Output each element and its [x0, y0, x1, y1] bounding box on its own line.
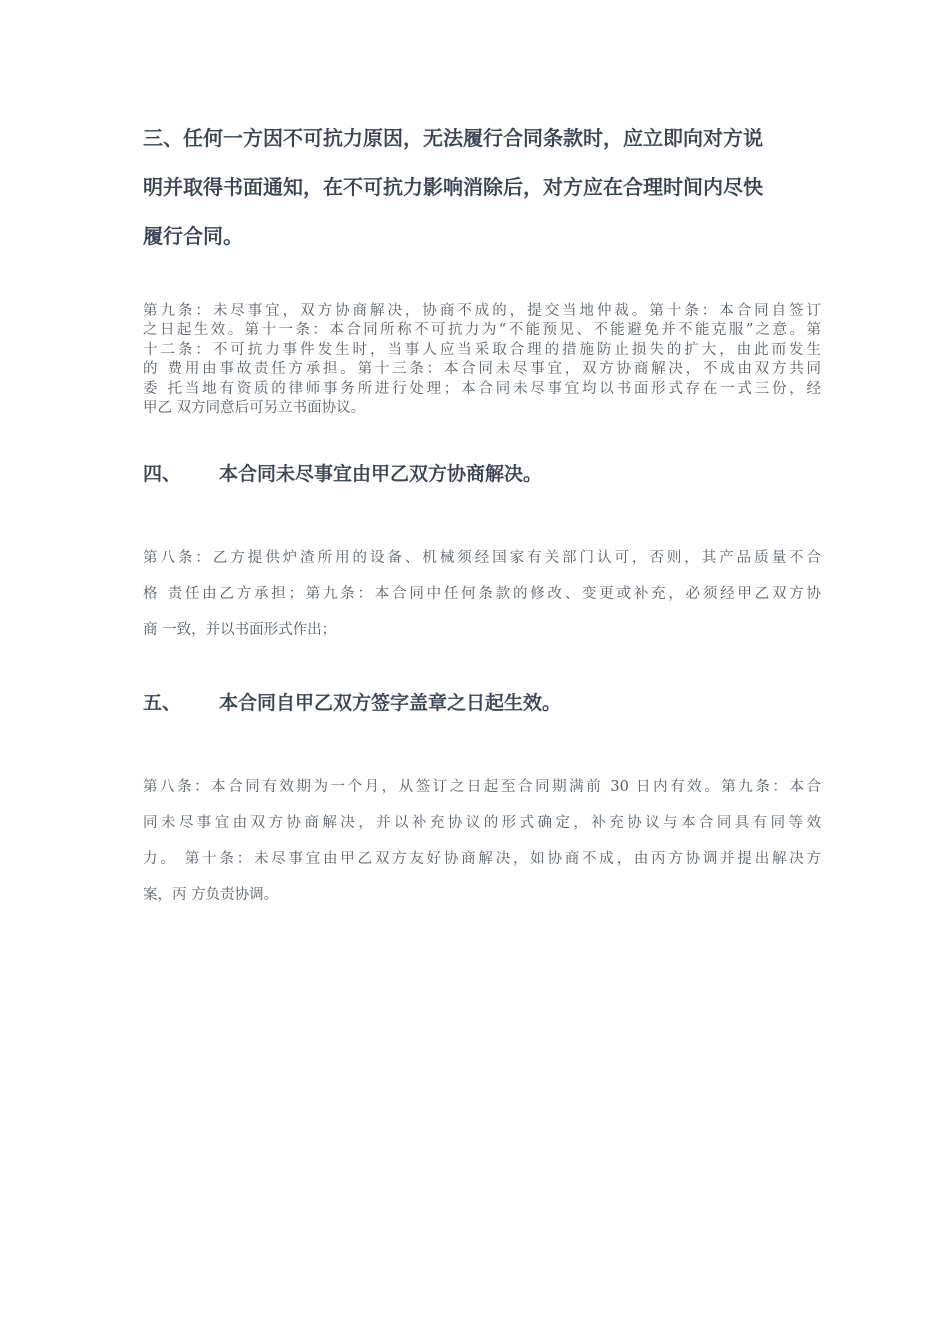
- paragraph-line: 同未尽事宜由双方协商解决，并以补充协议的形式确定，补充协议与本合同具有同等效: [143, 815, 821, 831]
- section-4-title: 本合同未尽事宜由甲乙双方协商解决。: [219, 463, 543, 485]
- paragraph-line: 案，丙 方负责协调。: [143, 887, 279, 903]
- paragraph-line: 甲乙 双方同意后可另立书面协议。: [143, 399, 366, 416]
- paragraph-line: 第八条：本合同有效期为一个月，从签订之日起至合同期满前 30 日内有效。第九条：本合: [143, 779, 821, 795]
- paragraph-line: 委 托当地有资质的律师事务所进行处理；本合同未尽事宜均以书面形式存在一式三份，经: [143, 380, 821, 397]
- clause-3-line: 明并取得书面通知，在不可抗力影响消除后，对方应在合理时间内尽快: [143, 175, 763, 199]
- paragraph-line: 格 责任由乙方承担；第九条：本合同中任何条款的修改、变更或补充，必须经甲乙双方协: [143, 586, 821, 602]
- section-5-number: 五、: [143, 692, 182, 714]
- articles-paragraph-2: [143, 540, 821, 648]
- articles-paragraph-1: [143, 302, 821, 418]
- section-4-number: 四、: [143, 463, 182, 485]
- section-5-heading: [143, 688, 821, 718]
- section-4-heading: [143, 459, 821, 489]
- clause-3-line: 履行合同。: [143, 224, 243, 248]
- paragraph-line: 之日起生效。第十一条：本合同所称不可抗力为“不能预见、不能避免并不能克服”之意。第: [143, 322, 821, 339]
- paragraph-line: 十二条：不可抗力事件发生时，当事人应当采取合理的措施防止损失的扩大，由此而发生: [143, 341, 821, 358]
- section-5-title: 本合同自甲乙双方签字盖章之日起生效。: [219, 692, 562, 714]
- paragraph-line: 商 一致，并以书面形式作出；: [143, 622, 337, 638]
- paragraph-line: 第九条：未尽事宜，双方协商解决，协商不成的，提交当地仲裁。第十条：本合同自签订: [143, 303, 821, 319]
- clause-3-line: 三、任何一方因不可抗力原因，无法履行合同条款时，应立即向对方说: [143, 126, 763, 150]
- articles-paragraph-3: [143, 769, 821, 913]
- paragraph-line: 第八条：乙方提供炉渣所用的设备、机械须经国家有关部门认可，否则，其产品质量不合: [143, 550, 821, 566]
- paragraph-line: 的 费用由事故责任方承担。第十三条：本合同未尽事宜，双方协商解决，不成由双方共同: [143, 361, 821, 378]
- paragraph-line: 力。 第十条：未尽事宜由甲乙双方友好协商解决，如协商不成，由丙方协调并提出解决方: [143, 851, 821, 867]
- clause-3-paragraph: [143, 114, 821, 261]
